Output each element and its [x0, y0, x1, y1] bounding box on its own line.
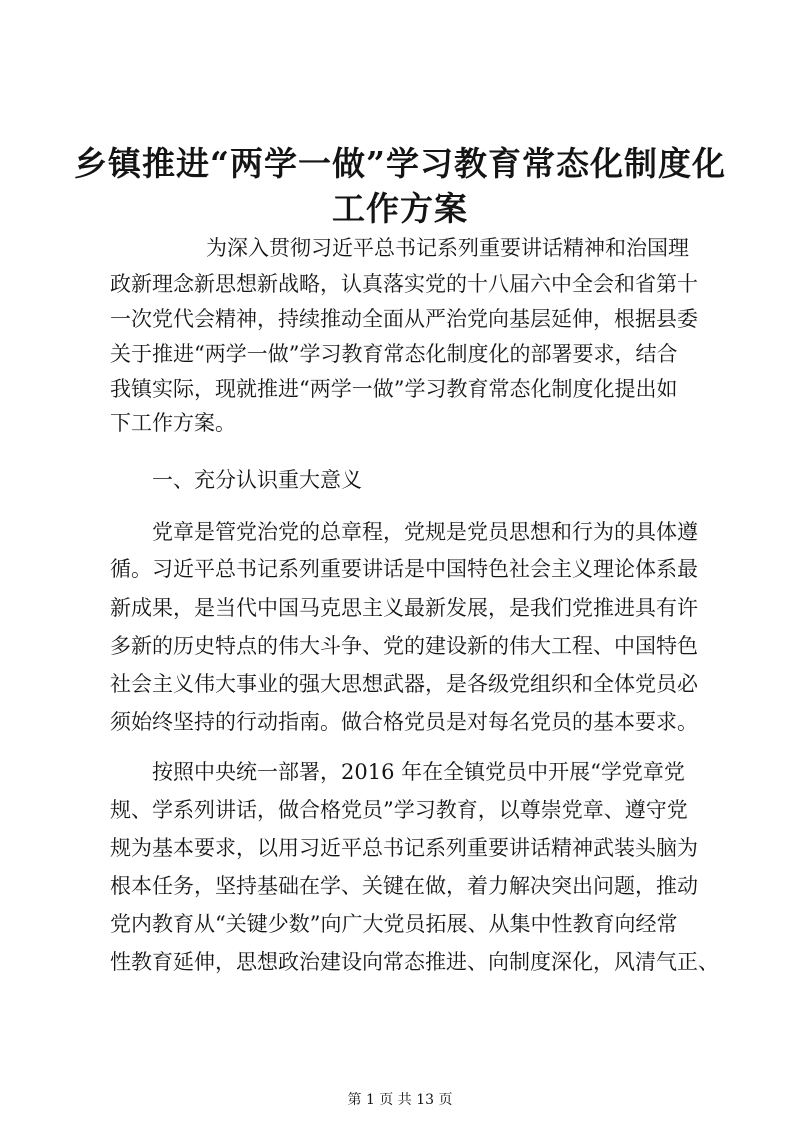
body-line: 性教育延伸，思想政治建设向常态推进、向制度深化，风清气正、 [110, 950, 719, 974]
body-line: 党内教育从“关键少数”向广大党员拓展、从集中性教育向经常 [110, 912, 678, 936]
body-line: 新成果，是当代中国马克思主义最新发展，是我们党推进具有许 [110, 596, 698, 620]
body-line: 关于推进“两学一做”学习教育常态化制度化的部署要求，结合 [110, 342, 678, 366]
body-line: 循。习近平总书记系列重要讲话是中国特色社会主义理论体系最 [110, 557, 698, 581]
body-line: 社会主义伟大事业的强大思想武器，是各级党组织和全体党员必 [110, 672, 698, 696]
body-line: 下工作方案。 [110, 411, 236, 435]
body-line: 政新理念新思想新战略，认真落实党的十八届六中全会和省第十 [110, 272, 698, 296]
document-title-line-1: 乡镇推进“两学一做”学习教育常态化制度化 [74, 144, 726, 183]
body-line: 规、学系列讲话，做合格党员”学习教育，以尊崇党章、遵守党 [110, 798, 688, 822]
body-line: 规为基本要求，以用习近平总书记系列重要讲话精神武装头脑为 [110, 836, 698, 860]
body-line: 按照中央统一部署，2016 年在全镇党员中开展“学党章党 [152, 760, 685, 784]
body-line: 党章是管党治党的总章程，党规是党员思想和行为的具体遵 [152, 520, 698, 544]
page-footer [0, 1090, 800, 1110]
body-line: 为深入贯彻习近平总书记系列重要讲话精神和治国理 [206, 236, 689, 260]
body-line: 一次党代会精神，持续推动全面从严治党向基层延伸，根据县委 [110, 307, 698, 331]
document-title-line-2: 工作方案 [332, 189, 468, 228]
body-line: 根本任务，坚持基础在学、关键在做，着力解决突出问题，推动 [110, 874, 698, 898]
section-heading: 一、充分认识重大意义 [152, 468, 362, 492]
body-line: 多新的历史特点的伟大斗争、党的建设新的伟大工程、中国特色 [110, 634, 698, 658]
body-line: 我镇实际，现就推进“两学一做”学习教育常态化制度化提出如 [110, 377, 678, 401]
body-line: 须始终坚持的行动指南。做合格党员是对每名党员的基本要求。 [110, 710, 698, 734]
page-number-label: 第 1 页 共 13 页 [347, 1092, 453, 1108]
